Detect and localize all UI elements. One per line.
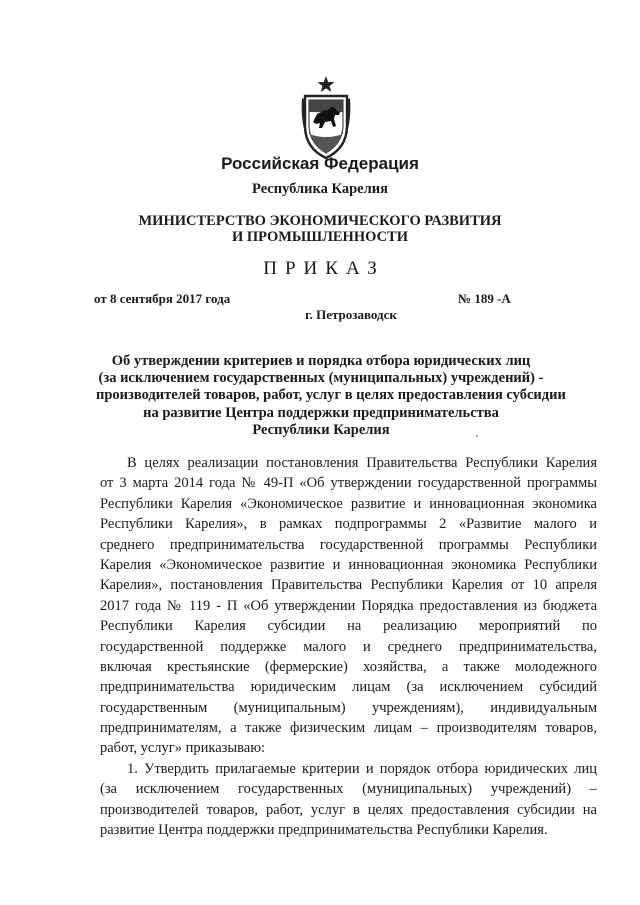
body-line: 2017 года № 119 - П «Об утверждении Порядка предоставления из бюджета — [100, 597, 597, 614]
region-name: Республика Карелия — [252, 181, 388, 197]
body-line: В целях реализации постановления Правительства Республики Карелия — [127, 455, 597, 471]
title-line: Об утверждении критериев и порядка отбора юридических лиц — [111, 353, 531, 369]
body-line: Республики Карелия», в рамках подпрограммы 2 «Развитие малого и — [100, 516, 597, 533]
body-line: включая крестьянские (фермерские) хозяйства, а также молодежного — [100, 658, 597, 675]
city-name: г. Петрозаводск — [305, 307, 397, 322]
body-line: 1. Утвердить прилагаемые критерии и порядок отбора юридических лиц — [127, 760, 597, 777]
coat-of-arms-icon — [299, 74, 353, 160]
body-line: производителей товаров, работ, услуг в целях предоставления субсидии на — [100, 801, 597, 818]
ministry-name — [0, 213, 640, 245]
body-line: государственной поддержке малого и среднего предпринимательства, — [100, 638, 597, 655]
order-title — [96, 353, 566, 439]
body-line: предпринимательства юридическим лицам (за исключением субсидий — [100, 679, 597, 696]
body-line: Карелия «Экономическое развитие и инновационная экономика Республики — [100, 556, 597, 573]
body-line: Карелия», постановления Правительства Республики Карелия от 10 апреля — [100, 577, 597, 594]
ministry-line: МИНИСТЕРСТВО ЭКОНОМИЧЕСКОГО РАЗВИТИЯ — [138, 213, 502, 229]
body-line: среднего предпринимательства государственной программы Республики — [100, 536, 597, 553]
body-line: (за исключением государственных (муниципальных) учреждений) – — [100, 781, 597, 798]
body-line: развитие Центра поддержки предпринимательства Республики Карелия. — [100, 822, 548, 839]
body-line: от 3 марта 2014 года № 49-П «Об утверждении государственной программы — [100, 475, 597, 492]
body-line: Республики Карелия субсидии на реализацию мероприятий по — [100, 618, 597, 635]
body-line: работ, услуг» приказываю: — [100, 740, 266, 757]
body-line: государственным (муниципальным) учреждениям), индивидуальным — [100, 699, 597, 716]
country-name: Российская Федерация — [221, 154, 419, 173]
title-line: производителей товаров, работ, услуг в целях предоставления субсидии — [96, 387, 566, 404]
scan-speck — [476, 435, 478, 437]
body-line: предпринимателям, а также физическим лицам – производителям товаров, — [100, 720, 597, 737]
body-line: Республики Карелия «Экономическое развитие и инновационная экономика — [100, 495, 597, 512]
title-line: (за исключением государственных (муниципальных) учреждений) - — [98, 370, 544, 387]
order-body — [100, 453, 597, 840]
ministry-line: И ПРОМЫШЛЕННОСТИ — [232, 229, 408, 245]
title-line: Республики Карелия — [252, 421, 390, 438]
document-type: ПРИКАЗ — [263, 258, 385, 279]
order-number: № 189 -А — [458, 291, 511, 306]
title-line: на развитие Центра поддержки предпринимательства — [143, 404, 499, 421]
order-date: от 8 сентября 2017 года — [94, 291, 231, 306]
